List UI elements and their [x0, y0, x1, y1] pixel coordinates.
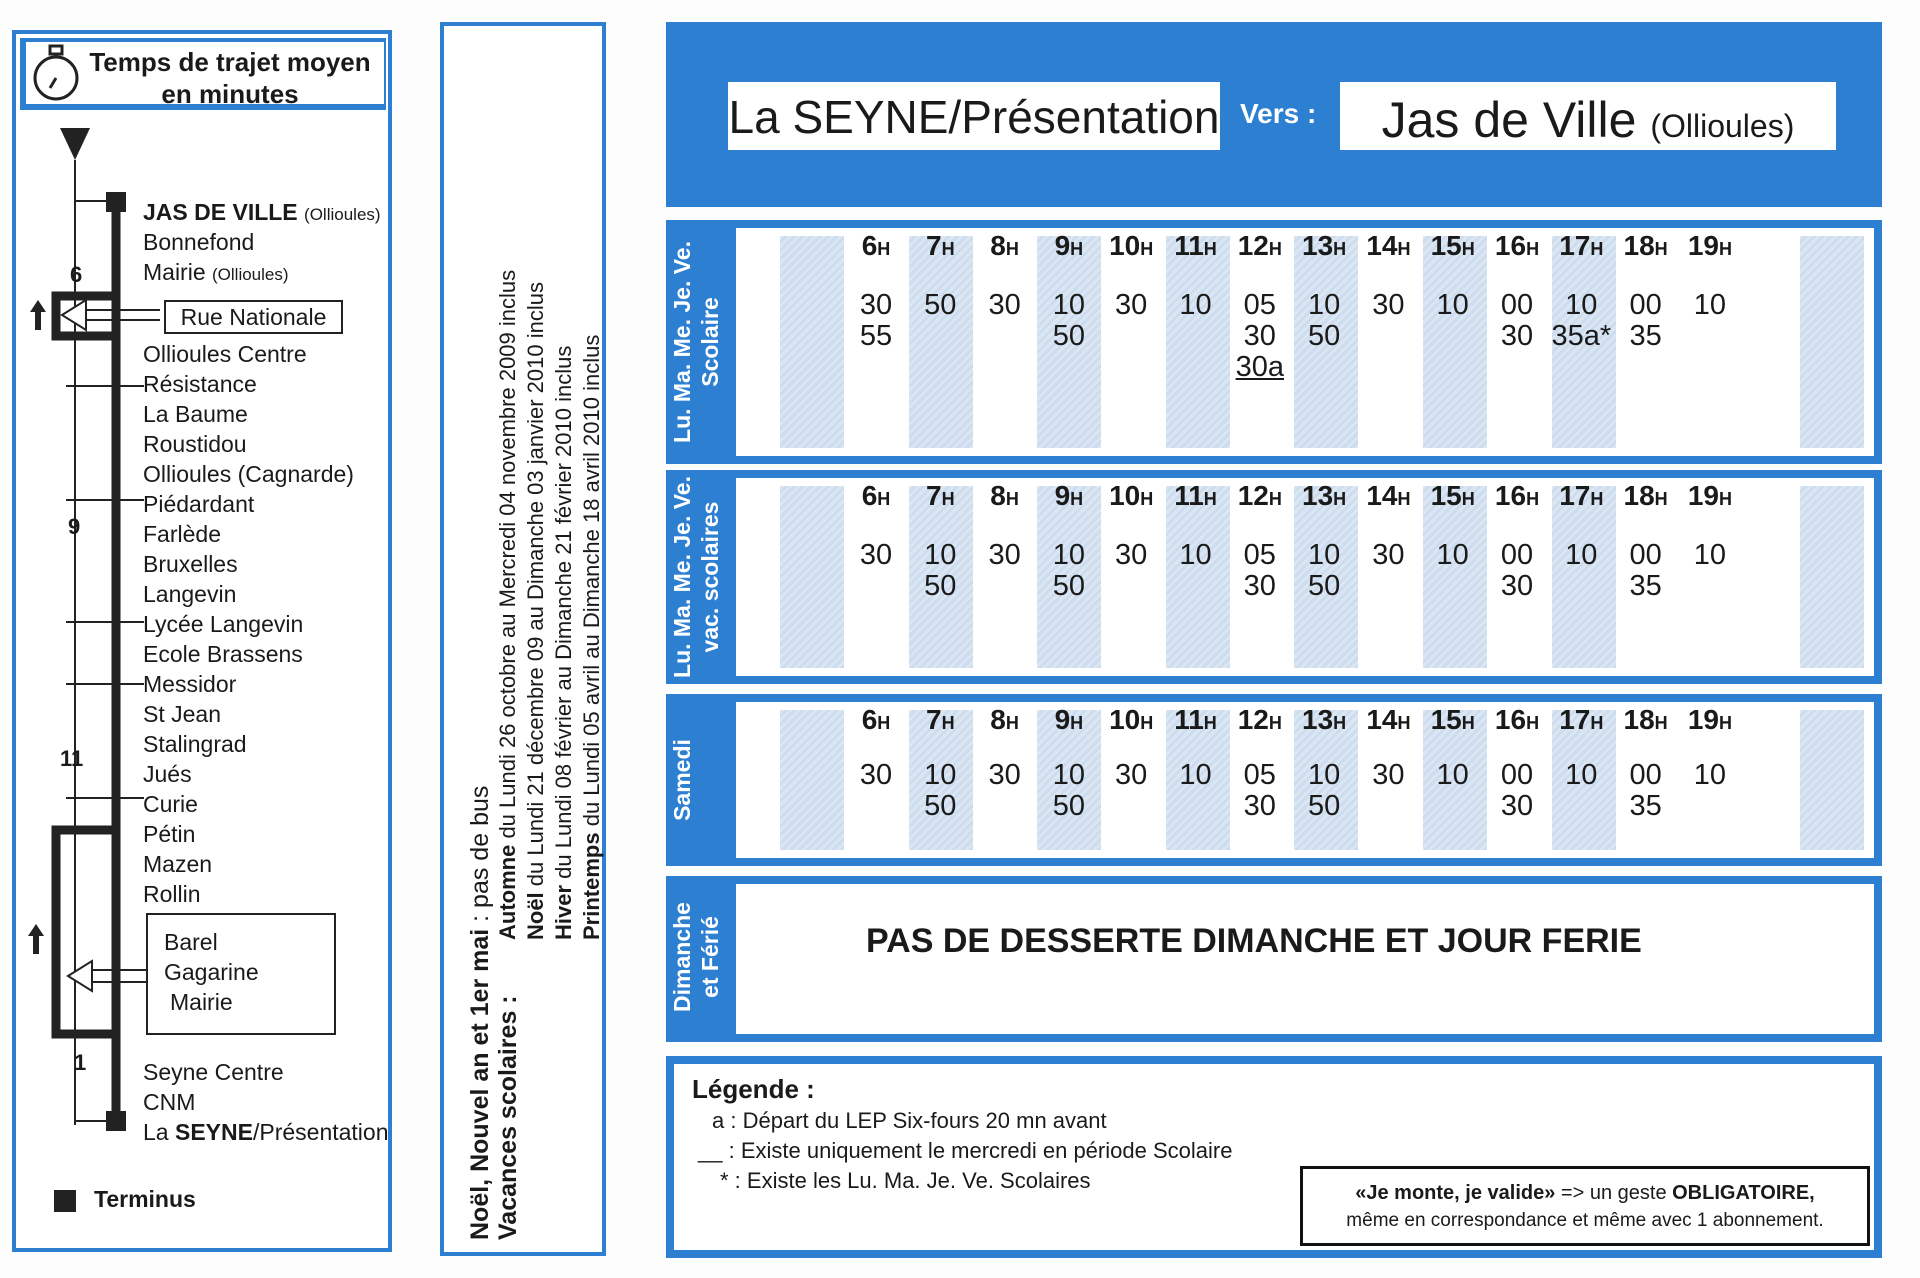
stop-name: Messidor — [143, 671, 237, 697]
departure-minute: 30 — [1500, 570, 1534, 602]
hour-header: 12H — [1237, 704, 1282, 735]
barel-stop: Barel — [164, 929, 218, 955]
hour-header: 18H — [1623, 704, 1668, 735]
sunday-label — [668, 884, 724, 1030]
departure-cell — [1230, 760, 1290, 822]
departure-minute: 30 — [859, 759, 893, 791]
stop-name: Ollioules (Cagnarde) — [143, 461, 354, 487]
departure-cell — [1680, 290, 1740, 321]
terminus-legend-square — [54, 1190, 76, 1212]
departure-cell — [1230, 540, 1290, 602]
legend-key: __ : — [698, 1138, 735, 1163]
departure-cell — [1616, 760, 1676, 822]
origin-stop: La SEYNE/Présentation — [728, 82, 1220, 150]
hour-header: 10H — [1109, 230, 1154, 261]
departure-minute: 30 — [988, 759, 1021, 791]
departure-cell — [1487, 290, 1547, 352]
no-bus-days-text: : pas de bus — [466, 785, 494, 929]
column-stripe — [1800, 710, 1864, 850]
departure-cell — [975, 290, 1035, 321]
stop-name: Lycée Langevin — [143, 611, 304, 637]
column-stripe — [1423, 236, 1487, 448]
departure-minute: 10 — [1052, 759, 1086, 791]
departure-minute: 50 — [1052, 790, 1086, 822]
gagarine-stop: Gagarine — [164, 959, 259, 985]
stop-name: Mairie (Ollioules) — [143, 259, 289, 285]
departure-minute: 30 — [1243, 570, 1276, 602]
notice-slogan: «Je monte, je valide» — [1355, 1182, 1556, 1204]
departure-minute: 35 — [1629, 790, 1662, 822]
hour-header: 13H — [1302, 480, 1347, 511]
schedule-label-line2: vac. scolaires — [697, 501, 723, 653]
notice-mandatory: OBLIGATOIRE, — [1672, 1182, 1815, 1204]
column-stripe — [780, 486, 844, 668]
departure-cell — [1166, 540, 1226, 571]
departure-cell — [1039, 760, 1099, 822]
stop-name: Jués — [143, 761, 192, 787]
travel-time-title-line1: Temps de trajet moyen — [89, 47, 371, 77]
school-holidays — [494, 200, 606, 1240]
no-bus-days-label: Noël, Nouvel an et 1er mai — [466, 928, 494, 1240]
departure-minute: 05 — [1243, 539, 1276, 571]
hour-header: 13H — [1302, 704, 1347, 735]
departure-cell — [1230, 290, 1290, 383]
travel-time-value: 11 — [60, 746, 84, 771]
departure-minute: 05 — [1243, 289, 1276, 321]
departure-cell — [1358, 760, 1418, 791]
departure-minute: 00 — [1500, 539, 1534, 571]
travel-time-value: 9 — [68, 514, 81, 539]
column-stripe — [780, 710, 844, 850]
departure-cell — [1487, 540, 1547, 602]
hour-header: 14H — [1366, 230, 1411, 261]
stop-name: La SEYNE/Présentation — [143, 1119, 389, 1145]
departure-cell — [1101, 290, 1161, 321]
rue-nationale-box: Rue Nationale — [164, 300, 343, 334]
departure-minute: 50 — [924, 289, 957, 321]
departure-minute: 10 — [1307, 759, 1341, 791]
column-stripe — [1800, 236, 1864, 448]
departure-minute: 30 — [859, 539, 893, 571]
destination-name: Jas de Ville — [1381, 92, 1637, 148]
hour-header: 16H — [1494, 480, 1540, 511]
stop-name: JAS DE VILLE (Ollioules) — [143, 199, 381, 225]
departure-minute: 00 — [1629, 759, 1662, 791]
departure-minute: 10 — [1565, 759, 1598, 791]
legend-key: * : — [720, 1168, 741, 1193]
hour-header: 15H — [1430, 230, 1475, 261]
holiday-period: Noël du Lundi 21 décembre 09 au Dimanche 03 janvier 2010 inclus — [523, 282, 548, 940]
departure-minute: 10 — [1436, 759, 1469, 791]
legend-text: Départ du LEP Six-fours 20 mn avant — [742, 1108, 1107, 1133]
departure-minute: 10 — [1565, 289, 1598, 321]
schedule-label-line2: Scolaire — [697, 297, 723, 387]
stop-name: La Baume — [143, 401, 248, 427]
schedule-label — [668, 698, 696, 862]
mairie-stop: Mairie — [170, 989, 233, 1015]
hour-header: 7H — [926, 230, 955, 261]
schedule-label — [668, 474, 724, 680]
legend-item-a — [712, 1108, 1107, 1134]
departure-minute: 10 — [1179, 289, 1212, 321]
departure-minute: 35 — [1629, 570, 1662, 602]
departure-minute: 10 — [1179, 759, 1212, 791]
hour-header: 9H — [1054, 704, 1084, 735]
direction-triangle-icon — [60, 128, 90, 160]
departure-minute: 10 — [1693, 759, 1727, 791]
stop-name: Mazen — [143, 851, 213, 877]
travel-time-value: 6 — [70, 262, 83, 287]
legend-item-underline — [698, 1138, 1232, 1164]
hour-header: 17H — [1559, 704, 1604, 735]
hour-header: 9H — [1054, 230, 1084, 261]
departure-minute: 30 — [859, 289, 893, 321]
departure-cell — [1101, 760, 1161, 791]
departure-minute: 30 — [1115, 289, 1148, 321]
legend-text: Existe les Lu. Ma. Je. Ve. Scolaires — [746, 1168, 1091, 1193]
notice-mid: => un geste — [1555, 1182, 1673, 1204]
notice-line2b: en correspondance et même avec 1 abonnement. — [1399, 1210, 1824, 1231]
sunday-label-line2: et Férié — [697, 916, 723, 998]
holiday-period: Printemps du Lundi 05 avril au Dimanche 18 avril 2010 inclus — [579, 334, 604, 940]
departure-cell — [1294, 290, 1354, 352]
departure-minute: 00 — [1500, 759, 1534, 791]
departure-minute: 30 — [1500, 790, 1534, 822]
terminus-legend-label: Terminus — [94, 1186, 196, 1212]
hour-header: 15H — [1430, 704, 1475, 735]
departure-cell — [846, 290, 906, 352]
departure-cell — [846, 760, 906, 791]
stop-name: Roustidou — [143, 431, 247, 457]
travel-time-value: 1 — [74, 1050, 87, 1075]
departure-cell — [1039, 540, 1099, 602]
departure-minute: 10 — [1307, 289, 1341, 321]
no-bus-days — [466, 200, 494, 1240]
stop-name: Langevin — [143, 581, 237, 607]
departure-minute: 30 — [988, 289, 1021, 321]
validation-notice — [1300, 1166, 1870, 1246]
stop-name: Farlède — [143, 521, 221, 547]
hour-header: 16H — [1494, 230, 1540, 261]
departure-cell — [1680, 540, 1740, 571]
legend-item-star — [720, 1168, 1091, 1194]
destination-stop — [1340, 82, 1836, 150]
stop-name: Bruxelles — [143, 551, 238, 577]
departure-minute: 30 — [1372, 539, 1405, 571]
departure-cell — [1166, 290, 1226, 321]
departure-cell — [1423, 290, 1483, 321]
hour-header: 11H — [1174, 704, 1217, 735]
holiday-period: Automne du Lundi 26 octobre au Mercredi 04 novembre 2009 inclus — [495, 269, 520, 940]
departure-minute: 50 — [924, 790, 957, 822]
hour-header: 14H — [1366, 704, 1411, 735]
departure-minute: 10 — [1693, 539, 1727, 571]
hour-header: 6H — [861, 480, 891, 511]
legend-title: Légende : — [692, 1074, 815, 1104]
stop-name: Stalingrad — [143, 731, 247, 757]
departure-minute: 50 — [1052, 570, 1086, 602]
holidays-text — [466, 200, 606, 1240]
departure-minute: 55 — [859, 320, 893, 352]
hour-header: 6H — [861, 230, 891, 261]
hour-header: 8H — [990, 230, 1019, 261]
stop-name: Curie — [143, 791, 198, 817]
hour-header: 6H — [861, 704, 891, 735]
departure-minute: 10 — [1565, 539, 1598, 571]
hour-header: 19H — [1687, 704, 1732, 735]
no-service-message: PAS DE DESSERTE DIMANCHE ET JOUR FERIE — [866, 922, 1642, 960]
departure-cell — [1551, 290, 1611, 352]
hour-header: 17H — [1559, 230, 1604, 261]
schedule-label-line1: Samedi — [669, 739, 695, 821]
departure-cell — [1551, 540, 1611, 571]
hour-header: 11H — [1174, 480, 1217, 511]
departure-cell — [1358, 540, 1418, 571]
hour-header: 10H — [1109, 704, 1154, 735]
departure-cell — [975, 540, 1035, 571]
departure-minute: 10 — [1179, 539, 1212, 571]
stop-name: Rollin — [143, 881, 201, 907]
stop-name: Résistance — [143, 371, 257, 397]
legend-text: Existe uniquement le mercredi en période Scolaire — [740, 1138, 1233, 1163]
hour-header: 19H — [1687, 480, 1732, 511]
departure-cell — [1680, 760, 1740, 791]
hour-header: 16H — [1494, 704, 1540, 735]
departure-minute: 10 — [1052, 539, 1086, 571]
holiday-period: Hiver du Lundi 08 février au Dimanche 21 février 2010 inclus — [551, 345, 576, 940]
hour-header: 11H — [1174, 230, 1217, 261]
column-stripe — [1423, 486, 1487, 668]
stopwatch-icon — [30, 42, 82, 104]
terminus-top-marker — [106, 192, 126, 212]
departure-cell — [1551, 760, 1611, 791]
hour-header: 14H — [1366, 480, 1411, 511]
stop-name: St Jean — [143, 701, 221, 727]
departure-cell — [910, 290, 970, 321]
departure-minute: 10 — [1436, 289, 1469, 321]
hour-header: 18H — [1623, 480, 1668, 511]
departure-minute: 30 — [1243, 320, 1276, 352]
hour-header: 9H — [1054, 480, 1084, 511]
school-holidays-label: Vacances scolaires : — [494, 995, 522, 1240]
departure-minute: 00 — [1500, 289, 1534, 321]
departure-cell — [1101, 540, 1161, 571]
departure-cell — [1423, 760, 1483, 791]
departure-minute: 50 — [1307, 320, 1341, 352]
departure-cell — [1487, 760, 1547, 822]
departure-minute: 30 — [1243, 790, 1276, 822]
departure-minute: 35a* — [1551, 320, 1612, 352]
departure-minute: 00 — [1629, 289, 1662, 321]
hour-header: 12H — [1237, 480, 1282, 511]
departure-minute: 30a — [1235, 351, 1284, 383]
hour-header: 8H — [990, 704, 1019, 735]
departure-minute: 10 — [1693, 289, 1727, 321]
departure-cell — [1358, 290, 1418, 321]
departure-cell — [910, 540, 970, 602]
departure-cell — [1039, 290, 1099, 352]
departure-minute: 10 — [1436, 539, 1469, 571]
departure-cell — [1294, 540, 1354, 602]
departure-minute: 30 — [1372, 289, 1405, 321]
column-stripe — [909, 236, 973, 448]
up-arrow-icon — [28, 298, 48, 332]
schedule-label-line1: Lu. Ma. Me. Je. Ve. — [669, 476, 695, 678]
schedule-label — [668, 224, 724, 460]
departure-minute: 50 — [1307, 790, 1341, 822]
stop-name: CNM — [143, 1089, 196, 1115]
departure-cell — [846, 540, 906, 571]
hour-header: 7H — [926, 480, 955, 511]
departure-cell — [1166, 760, 1226, 791]
stop-name: Seyne Centre — [143, 1059, 284, 1085]
stop-name: Bonnefond — [143, 229, 255, 255]
departure-cell — [1616, 290, 1676, 352]
departure-cell — [1423, 540, 1483, 571]
column-stripe — [780, 236, 844, 448]
hour-header: 7H — [926, 704, 955, 735]
departure-minute: 30 — [1372, 759, 1405, 791]
stop-name: Piédardant — [143, 491, 255, 517]
departure-minute: 50 — [924, 570, 957, 602]
column-stripe — [1800, 486, 1864, 668]
schedule-label-line1: Lu. Ma. Me. Je. Ve. — [669, 241, 695, 443]
hour-header: 18H — [1623, 230, 1668, 261]
notice-line2a: même — [1346, 1210, 1400, 1231]
departure-minute: 10 — [924, 539, 957, 571]
departure-minute: 30 — [1115, 539, 1148, 571]
column-stripe — [1166, 486, 1230, 668]
departure-cell — [1616, 540, 1676, 602]
departure-minute: 00 — [1629, 539, 1662, 571]
column-stripe — [1166, 236, 1230, 448]
hour-header: 13H — [1302, 230, 1347, 261]
departure-minute: 30 — [1500, 320, 1534, 352]
stop-name: Pétin — [143, 821, 196, 847]
direction-label: Vers : — [1240, 98, 1317, 129]
hour-header: 10H — [1109, 480, 1154, 511]
travel-time-title-line2: en minutes — [161, 79, 299, 109]
stop-name: Ollioules Centre — [143, 341, 307, 367]
route-line-diagram — [20, 120, 160, 1140]
departure-cell — [910, 760, 970, 822]
terminus-bottom-marker — [106, 1111, 126, 1131]
destination-town: (Ollioules) — [1650, 108, 1795, 144]
departure-minute: 10 — [1307, 539, 1341, 571]
hour-header: 8H — [990, 480, 1019, 511]
departure-cell — [1294, 760, 1354, 822]
stop-name: Ecole Brassens — [143, 641, 303, 667]
departure-minute: 10 — [924, 759, 957, 791]
legend-key: a : — [712, 1108, 737, 1133]
hour-header: 19H — [1687, 230, 1732, 261]
departure-minute: 10 — [1052, 289, 1086, 321]
hour-header: 17H — [1559, 480, 1604, 511]
hour-header: 15H — [1430, 480, 1475, 511]
departure-minute: 05 — [1243, 759, 1276, 791]
up-arrow-icon — [26, 922, 46, 956]
departure-minute: 30 — [1115, 759, 1148, 791]
sunday-label-line1: Dimanche — [669, 902, 695, 1012]
departure-minute: 30 — [988, 539, 1021, 571]
departure-minute: 35 — [1629, 320, 1662, 352]
column-stripe — [1552, 486, 1616, 668]
departure-minute: 50 — [1052, 320, 1086, 352]
departure-minute: 50 — [1307, 570, 1341, 602]
barel-detour-box — [146, 913, 336, 1035]
departure-cell — [975, 760, 1035, 791]
hour-header: 12H — [1237, 230, 1282, 261]
travel-time-title — [80, 46, 380, 110]
